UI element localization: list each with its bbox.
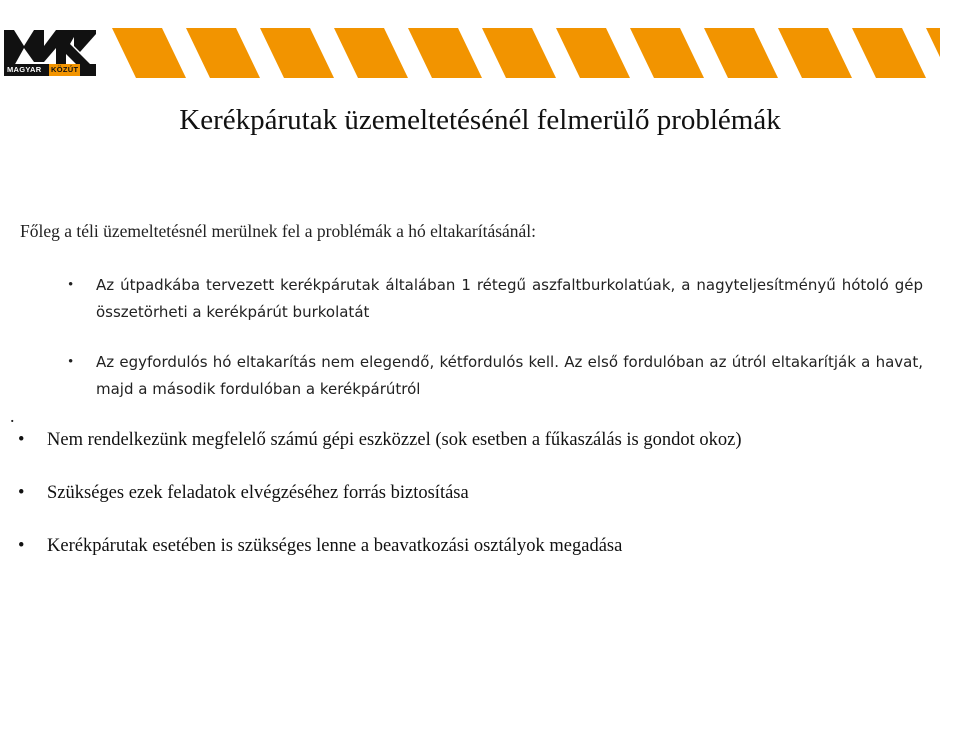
separator-dot: . [10, 406, 15, 426]
intro-text: Főleg a téli üzemeltetésnél merülnek fel a problémák a hó eltakarításánál: [20, 221, 537, 241]
bullet-icon: • [68, 354, 74, 370]
bullet-icon: • [18, 430, 25, 450]
header-stripe-band [112, 28, 940, 78]
sub-bullet-text: Az egyfordulós hó eltakarítás nem elegendő, kétfordulós kell. Az első fordulóban az útról eltakarítják a havat, majd a második fordulóban a kerékpárútról [96, 353, 923, 398]
logo-caption [4, 64, 96, 76]
bullet-icon: • [18, 483, 25, 503]
main-bullet-text: Szükséges ezek feladatok elvégzéséhez forrás biztosítása [47, 483, 469, 503]
stripe-pattern [112, 28, 940, 78]
logo-mark-icon [4, 24, 96, 66]
main-bullet-text: Kerékpárutak esetében is szükséges lenne a beavatkozási osztályok megadása [47, 536, 623, 556]
bullet-icon: • [18, 536, 25, 556]
logo-text-magyar: MAGYAR [7, 65, 42, 74]
main-bullet-text: Nem rendelkezünk megfelelő számú gépi eszközzel (sok esetben a fűkaszálás is gondot okoz) [47, 430, 742, 450]
sub-bullet-item [68, 349, 923, 403]
sub-bullet-text: Az útpadkába tervezett kerékpárutak általában 1 rétegű aszfaltburkolatúak, a nagyteljesítményű hótoló gép összetörheti a kerékpárút burkolatát [96, 276, 923, 321]
page-title: Kerékpárutak üzemeltetésénél felmerülő problémák [179, 104, 781, 136]
sub-bullet-item [68, 272, 923, 326]
bullet-icon: • [68, 277, 74, 293]
logo-text-kozut: KÖZÚT [51, 65, 79, 74]
